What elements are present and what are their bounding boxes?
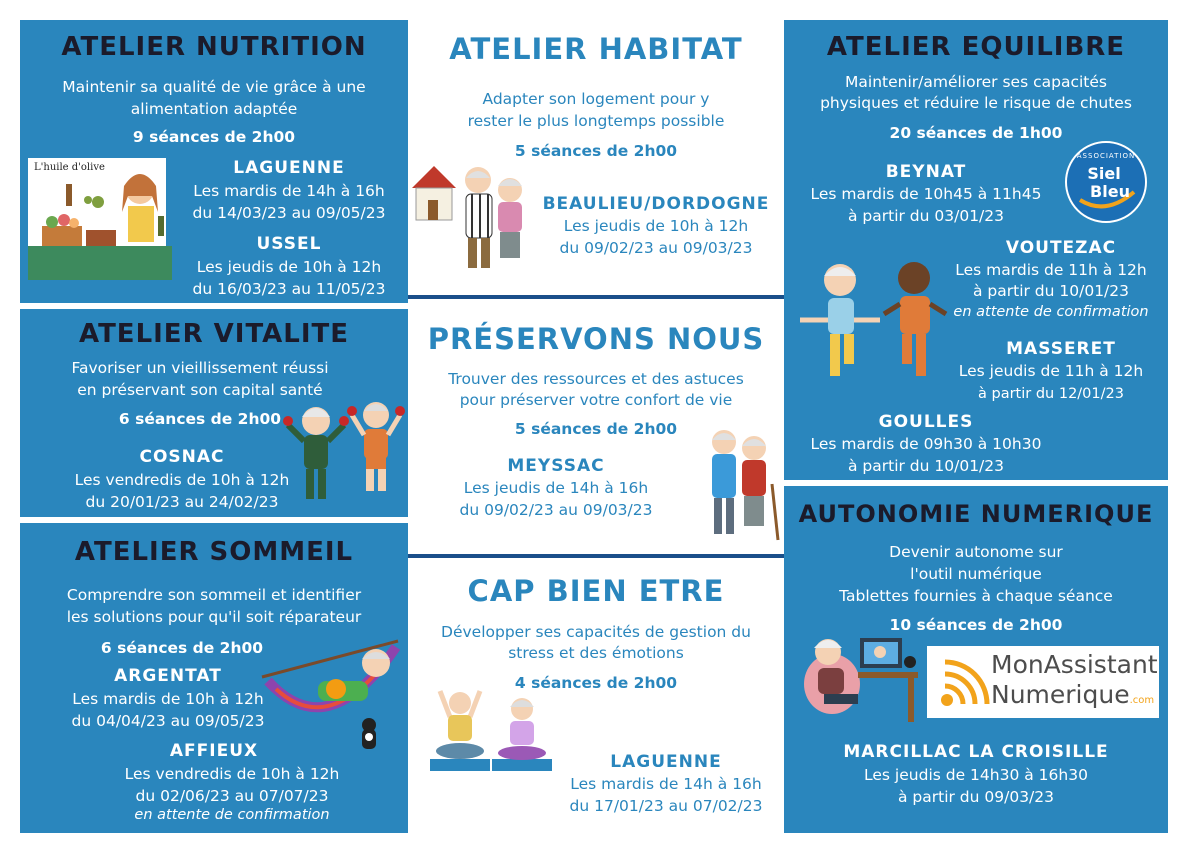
capbienetre-title: CAP BIEN ETRE xyxy=(467,574,725,608)
vitalite-loc1-line1: Les vendredis de 10h à 12h xyxy=(74,471,290,489)
numerique-desc-line2: l'outil numérique xyxy=(910,565,1042,583)
capbienetre-loc1-name: LAGUENNE xyxy=(610,752,722,772)
habitat-loc1-line1: Les jeudis de 10h à 12h xyxy=(563,217,749,235)
capbienetre-desc-line1: Développer ses capacités de gestion du xyxy=(441,623,751,641)
siel-bleu-logo-line1: Siel xyxy=(1087,164,1121,183)
nutrition-loc1-name: LAGUENNE xyxy=(233,158,345,178)
sommeil-title: ATELIER SOMMEIL xyxy=(74,537,354,567)
cooking-illustration xyxy=(28,156,172,280)
preservons-loc1-line2: du 09/02/23 au 09/03/23 xyxy=(459,501,653,519)
sommeil-loc2-line1: Les vendredis de 10h à 12h xyxy=(124,765,340,783)
divider-top xyxy=(408,295,784,299)
numerique-loc1-line1: Les jeudis de 14h30 à 16h30 xyxy=(864,766,1088,784)
equilibre-desc-line2: physiques et réduire le risque de chutes xyxy=(820,94,1132,112)
nutrition-desc-line2: alimentation adaptée xyxy=(130,100,298,118)
yoga-seniors-illustration xyxy=(430,683,564,779)
capbienetre-desc-line2: stress et des émotions xyxy=(508,644,684,662)
vitalite-sessions: 6 séances de 2h00 xyxy=(118,410,282,428)
equilibre-loc3-line1: Les jeudis de 11h à 12h xyxy=(958,362,1144,380)
divider-bottom xyxy=(408,554,784,558)
preservons-loc1-name: MEYSSAC xyxy=(507,456,605,476)
vitalite-loc1-line2: du 20/01/23 au 24/02/23 xyxy=(85,493,279,511)
computer-user-illustration xyxy=(798,626,922,730)
sommeil-panel xyxy=(20,523,408,833)
siel-bleu-logo-line2: Bleu xyxy=(1090,182,1130,201)
vitalite-desc-line2: en préservant son capital santé xyxy=(77,381,323,399)
equilibre-loc3-name: MASSERET xyxy=(1006,339,1116,359)
siel-bleu-logo-top: ASSOCIATION xyxy=(1076,152,1136,160)
numerique-desc-line3: Tablettes fournies à chaque séance xyxy=(839,587,1113,605)
habitat-sessions: 5 séances de 2h00 xyxy=(514,142,678,160)
equilibre-loc1-line1: Les mardis de 10h45 à 11h45 xyxy=(810,185,1042,203)
nutrition-panel xyxy=(20,20,408,303)
vitalite-title: ATELIER VITALITE xyxy=(78,319,350,349)
nutrition-loc2-name: USSEL xyxy=(256,234,322,254)
sommeil-desc-line1: Comprendre son sommeil et identifier xyxy=(66,586,362,604)
monassistant-logo xyxy=(927,646,1159,718)
equilibre-loc2-line2: à partir du 10/01/23 xyxy=(972,282,1130,300)
numerique-title: AUTONOMIE NUMERIQUE xyxy=(798,500,1154,528)
numerique-desc-line1: Devenir autonome sur xyxy=(889,543,1063,561)
exercising-seniors-illustration xyxy=(282,391,408,511)
habitat-section xyxy=(408,20,784,294)
vitalite-loc1-name: COSNAC xyxy=(139,447,225,467)
nutrition-desc-line1: Maintenir sa qualité de vie grâce à une xyxy=(62,78,366,96)
sommeil-loc2-note: en attente de confirmation xyxy=(134,807,330,823)
preservons-section xyxy=(408,300,784,552)
habitat-loc1-line2: du 09/02/23 au 09/03/23 xyxy=(559,239,753,257)
poster-label: L'huile d'olive xyxy=(34,162,105,173)
equilibre-panel xyxy=(784,20,1168,480)
equilibre-loc2-note: en attente de confirmation xyxy=(953,304,1149,320)
numerique-sessions: 10 séances de 2h00 xyxy=(889,616,1063,634)
preservons-desc-line2: pour préserver votre confort de vie xyxy=(459,391,733,409)
balancing-seniors-illustration xyxy=(796,254,956,394)
habitat-title: ATELIER HABITAT xyxy=(449,32,743,66)
equilibre-loc2-line1: Les mardis de 11h à 12h xyxy=(955,261,1147,279)
numerique-panel xyxy=(784,486,1168,833)
monassistant-logo-suffix: .com xyxy=(1129,695,1155,706)
equilibre-title: ATELIER EQUILIBRE xyxy=(826,32,1126,62)
habitat-desc-line2: rester le plus longtemps possible xyxy=(467,112,725,130)
equilibre-loc4-name: GOULLES xyxy=(878,412,974,432)
equilibre-desc-line1: Maintenir/améliorer ses capacités xyxy=(845,73,1107,91)
monassistant-logo-line2-wrap xyxy=(991,680,1154,709)
equilibre-sessions: 20 séances de 1h00 xyxy=(889,124,1063,142)
equilibre-loc4-line1: Les mardis de 09h30 à 10h30 xyxy=(810,435,1042,453)
hammock-illustration xyxy=(258,637,404,757)
preservons-title: PRÉSERVONS NOUS xyxy=(427,322,765,356)
walking-couple-illustration xyxy=(698,424,782,548)
nutrition-sessions: 9 séances de 2h00 xyxy=(132,128,296,146)
monassistant-logo-line1: MonAssistant xyxy=(991,650,1158,679)
vitalite-desc-line1: Favoriser un vieillissement réussi xyxy=(71,359,329,377)
sommeil-desc-line2: les solutions pour qu'il soit réparateur xyxy=(66,608,362,626)
capbienetre-sessions: 4 séances de 2h00 xyxy=(514,674,678,692)
monassistant-logo-line2: Numerique xyxy=(991,680,1130,709)
equilibre-loc3-line2: à partir du 12/01/23 xyxy=(978,386,1124,402)
sommeil-loc1-name: ARGENTAT xyxy=(114,666,222,686)
preservons-loc1-line1: Les jeudis de 14h à 16h xyxy=(463,479,649,497)
nutrition-loc1-line1: Les mardis de 14h à 16h xyxy=(193,182,385,200)
habitat-desc-line1: Adapter son logement pour y xyxy=(482,90,710,108)
sommeil-loc2-name: AFFIEUX xyxy=(169,741,259,761)
nutrition-loc2-line1: Les jeudis de 10h à 12h xyxy=(196,258,382,276)
nutrition-loc2-line2: du 16/03/23 au 11/05/23 xyxy=(192,280,386,298)
vitalite-panel xyxy=(20,309,408,517)
nutrition-title: ATELIER NUTRITION xyxy=(61,32,367,62)
sommeil-loc2-line2: du 02/06/23 au 07/07/23 xyxy=(135,787,329,805)
numerique-loc1-line2: à partir du 09/03/23 xyxy=(897,788,1055,806)
sommeil-loc1-line2: du 04/04/23 au 09/05/23 xyxy=(71,712,265,730)
sommeil-sessions: 6 séances de 2h00 xyxy=(100,639,264,657)
capbienetre-loc1-line1: Les mardis de 14h à 16h xyxy=(570,775,762,793)
preservons-sessions: 5 séances de 2h00 xyxy=(514,420,678,438)
house-couple-illustration xyxy=(408,150,536,280)
siel-bleu-logo xyxy=(1064,140,1148,224)
sommeil-loc1-line1: Les mardis de 10h à 12h xyxy=(72,690,264,708)
preservons-desc-line1: Trouver des ressources et des astuces xyxy=(448,370,744,388)
equilibre-loc4-line2: à partir du 10/01/23 xyxy=(847,457,1005,475)
equilibre-loc1-name: BEYNAT xyxy=(885,162,967,182)
habitat-loc1-name: BEAULIEU/DORDOGNE xyxy=(542,194,770,214)
capbienetre-section xyxy=(408,559,784,833)
equilibre-loc1-line2: à partir du 03/01/23 xyxy=(847,207,1005,225)
numerique-loc1-name: MARCILLAC LA CROISILLE xyxy=(843,742,1109,762)
nutrition-loc1-line2: du 14/03/23 au 09/05/23 xyxy=(192,204,386,222)
capbienetre-loc1-line2: du 17/01/23 au 07/02/23 xyxy=(569,797,763,815)
equilibre-loc2-name: VOUTEZAC xyxy=(1005,238,1117,258)
